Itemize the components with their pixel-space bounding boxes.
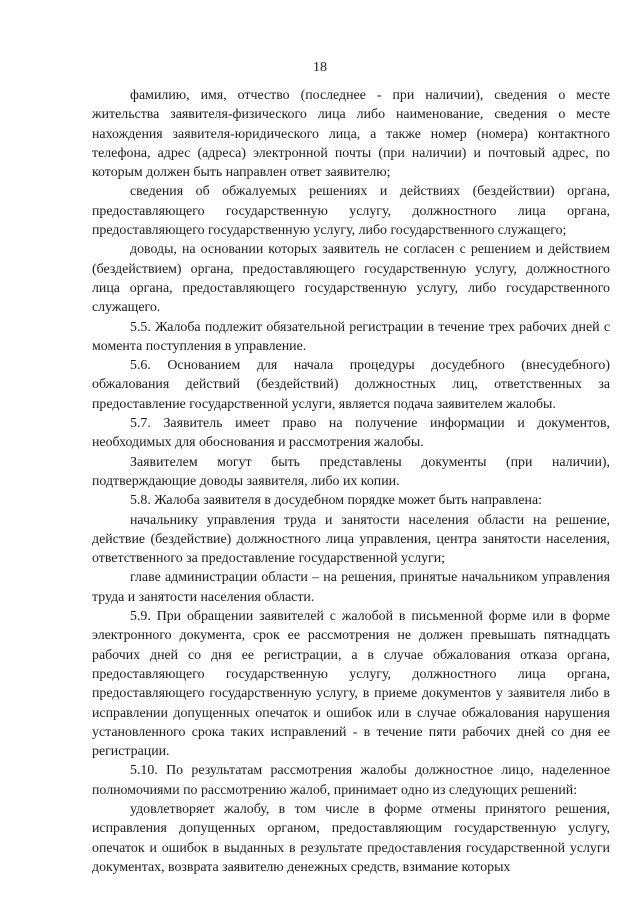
paragraph-5-10: 5.10. По результатам рассмотрения жалобы должностное лицо, наделенное полномочиями по рассмотрению жалоб, принимает одно из следующих решений:	[92, 763, 610, 798]
paragraph-arguments: доводы, на основании которых заявитель не согласен с решением и действием (бездействием) органа, предоставляющего государственную услугу, должностного лица органа, предоставляющего государственную услугу, либо государственного служащего.	[92, 242, 610, 316]
paragraph-supporting-documents: Заявителем могут быть представлены документы (при наличии), подтверждающие доводы заявителя, либо их копии.	[92, 454, 610, 489]
paragraph-appealed-decisions: сведения об обжалуемых решениях и действиях (бездействии) органа, предоставляющего государственную услугу, должностного лица органа, предоставляющего государственную услугу, либо государственного служащего;	[92, 184, 610, 239]
paragraph-to-department-head: начальнику управления труда и занятости населения области на решение, действие (бездействие) должностного лица управления, центра занятости населения, ответственного за предоставление государственной услуги;	[92, 512, 610, 567]
paragraph-5-5: 5.5. Жалоба подлежит обязательной регистрации в течение трех рабочих дней с момента поступления в управление.	[92, 319, 610, 354]
page-number: 18	[313, 60, 327, 75]
paragraph-5-8: 5.8. Жалоба заявителя в досудебном порядке может быть направлена:	[130, 493, 542, 509]
paragraph-satisfies-complaint: удовлетворяет жалобу, в том числе в форме отмены принятого решения, исправления допущенных органом, предоставляющим государственную услугу, опечаток и ошибок в выданных в результате предоставления государственной услуги документах, возврата заявителю денежных средств, взимание которых	[92, 801, 610, 875]
paragraph-5-9: 5.9. При обращении заявителей с жалобой в письменной форме или в форме электронного документа, срок ее рассмотрения не должен превышать пятнадцать рабочих дней со дня ее регистрации, а в случае обжалования отказа органа, предоставляющего государственную услугу, должностного лица органа, предоставляющего государственную услугу, в приеме документов у заявителя либо в исправлении допущенных опечаток и ошибок или в случае обжалования нарушения установленного срока таких исправлений - в течение пяти рабочих дней со дня ее регистрации.	[92, 609, 610, 760]
paragraph-applicant-details: фамилию, имя, отчество (последнее - при наличии), сведения о месте жительства заявителя-физического лица либо наименование, сведения о месте нахождения заявителя-юридического лица, а также номер (номера) контактного телефона, адрес (адреса) электронной почты (при наличии) и почтовый адрес, по которым должен быть направлен ответ заявителю;	[92, 88, 610, 181]
paragraph-to-region-head: главе администрации области – на решения, принятые начальником управления труда и занятости населения области.	[92, 570, 610, 605]
document-body	[92, 86, 610, 877]
paragraph-5-7: 5.7. Заявитель имеет право на получение информации и документов, необходимых для обоснования и рассмотрения жалобы.	[92, 416, 610, 451]
paragraph-5-6: 5.6. Основанием для начала процедуры досудебного (внесудебного) обжалования действий (бездействий) должностных лиц, ответственных за предоставление государственной услуги, является подача заявителем жалобы.	[92, 358, 610, 412]
